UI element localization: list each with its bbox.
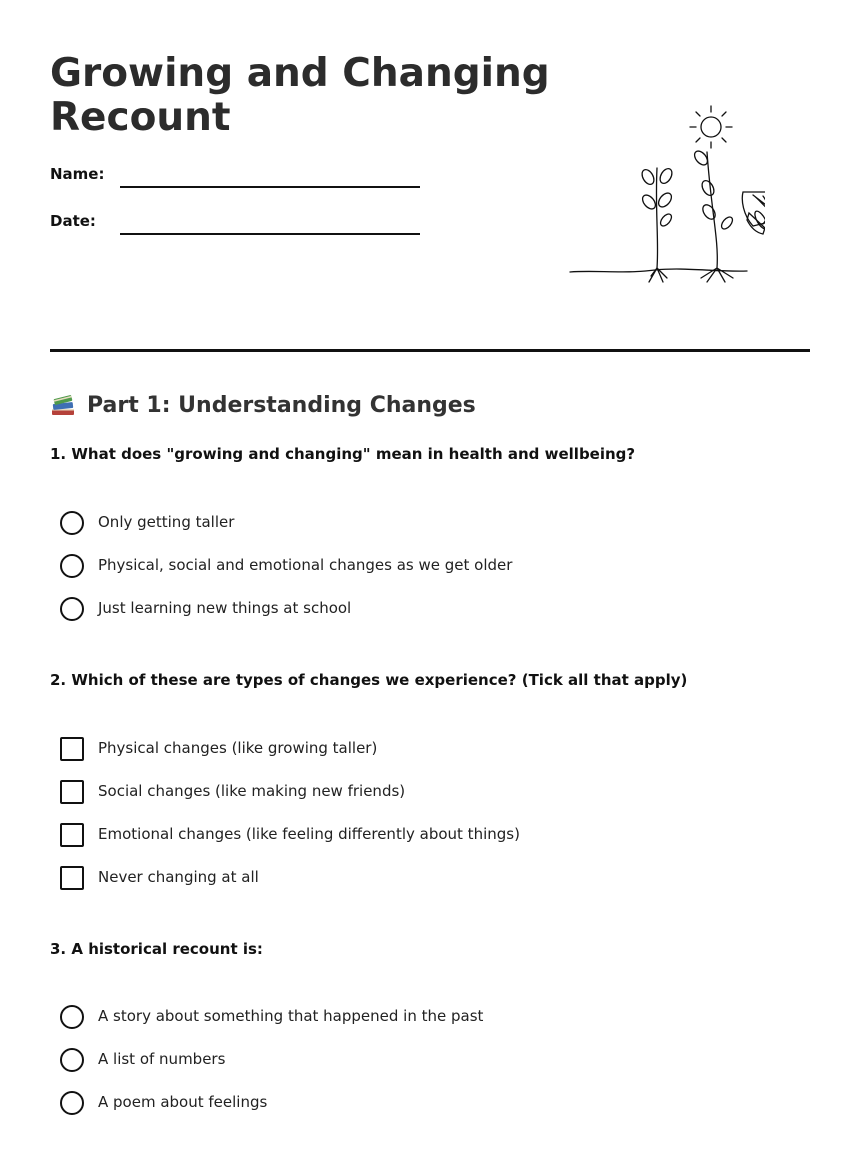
- name-label: Name:: [50, 165, 105, 183]
- worksheet-title: Growing and Changing Recount: [50, 51, 550, 140]
- option-label: Only getting taller: [98, 513, 235, 531]
- name-field[interactable]: [50, 165, 430, 195]
- option-label: A poem about feelings: [98, 1093, 268, 1111]
- radio-button[interactable]: [60, 511, 84, 535]
- q2-option-3[interactable]: [60, 823, 800, 849]
- radio-button[interactable]: [60, 1091, 84, 1115]
- question-2: 2. Which of these are types of changes we experience? (Tick all that apply): [50, 671, 688, 689]
- option-label: Physical changes (like growing taller): [98, 739, 378, 757]
- checkbox[interactable]: [60, 737, 84, 761]
- q3-option-2[interactable]: [60, 1048, 800, 1074]
- q1-option-1[interactable]: [60, 511, 800, 537]
- name-line[interactable]: [120, 186, 420, 188]
- checkbox[interactable]: [60, 780, 84, 804]
- option-label: A story about something that happened in the past: [98, 1007, 484, 1025]
- option-label: Just learning new things at school: [98, 599, 352, 617]
- plant-left-icon: [640, 167, 675, 282]
- option-label: Emotional changes (like feeling differently about things): [98, 825, 520, 843]
- q2-option-1[interactable]: [60, 737, 800, 763]
- checkbox[interactable]: [60, 866, 84, 890]
- option-label: Never changing at all: [98, 868, 259, 886]
- q3-option-3[interactable]: [60, 1091, 800, 1117]
- header-divider: [50, 349, 810, 352]
- books-icon: [50, 392, 76, 418]
- watering-can-icon: [742, 189, 765, 234]
- q3-option-1[interactable]: [60, 1005, 800, 1031]
- radio-button[interactable]: [60, 1048, 84, 1072]
- plants-illustration-icon: [565, 100, 765, 290]
- q2-option-2[interactable]: [60, 780, 800, 806]
- date-field[interactable]: [50, 212, 430, 242]
- q2-option-4[interactable]: [60, 866, 800, 892]
- date-label: Date:: [50, 212, 96, 230]
- section-heading: [50, 389, 476, 421]
- date-line[interactable]: [120, 233, 420, 235]
- sun-icon: [690, 106, 732, 148]
- radio-button[interactable]: [60, 1005, 84, 1029]
- radio-button[interactable]: [60, 554, 84, 578]
- option-label: Physical, social and emotional changes as we get older: [98, 556, 513, 574]
- checkbox[interactable]: [60, 823, 84, 847]
- radio-button[interactable]: [60, 597, 84, 621]
- plant-right-icon: [692, 149, 735, 282]
- worksheet-page: [50, 0, 810, 1161]
- option-label: Social changes (like making new friends): [98, 782, 406, 800]
- section-title: Part 1: Understanding Changes: [87, 392, 476, 418]
- question-3: 3. A historical recount is:: [50, 940, 263, 958]
- q1-option-3[interactable]: [60, 597, 800, 623]
- option-label: A list of numbers: [98, 1050, 226, 1068]
- question-1: 1. What does "growing and changing" mean in health and wellbeing?: [50, 445, 636, 463]
- q1-option-2[interactable]: [60, 554, 800, 580]
